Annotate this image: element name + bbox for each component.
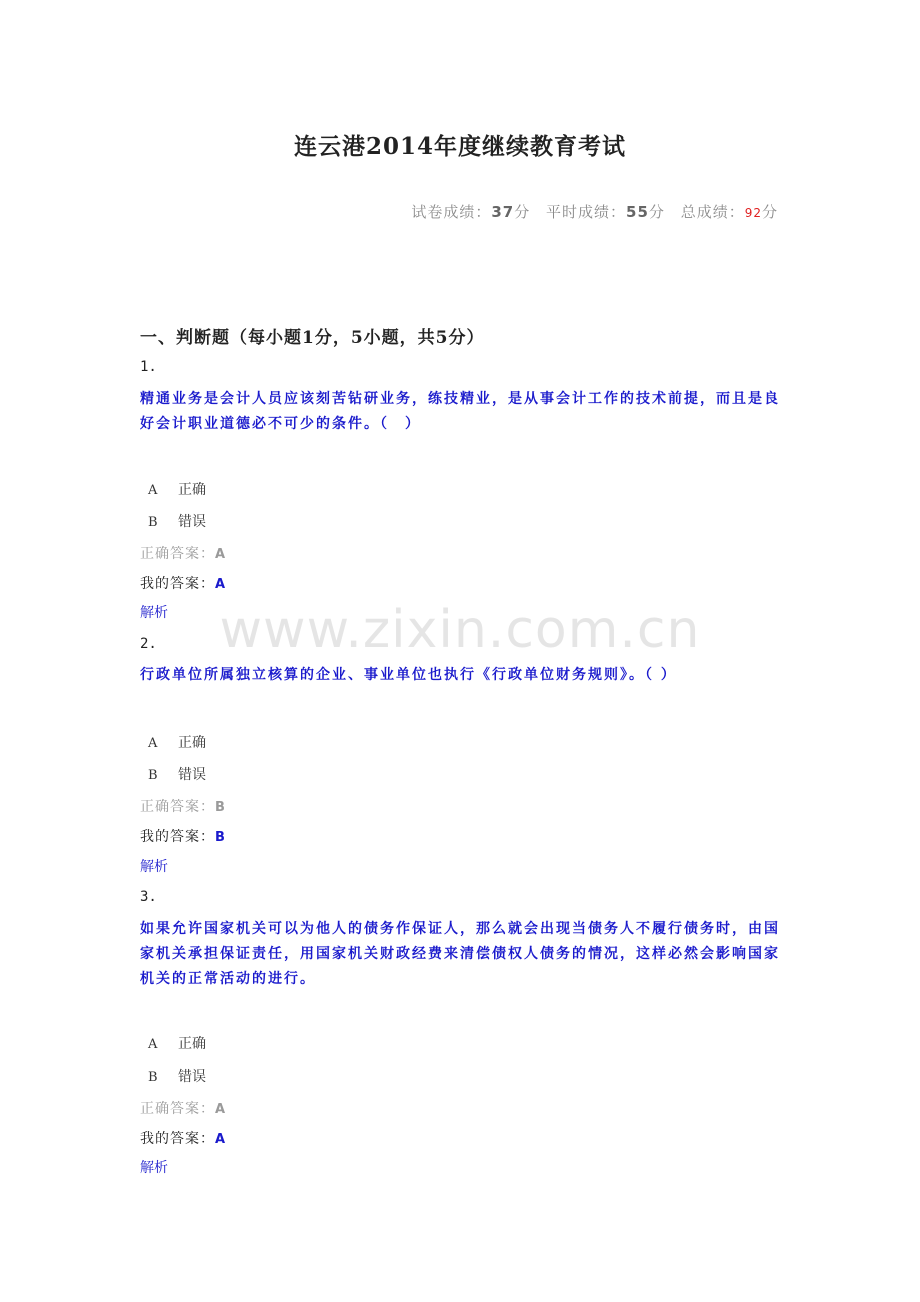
question-text: 行政单位所属独立核算的企业、事业单位也执行《行政单位财务规则》。（ ）	[140, 667, 677, 683]
option-label: 错误	[178, 767, 206, 783]
question-number: 2.	[140, 636, 157, 652]
correct-answer-label: 正确答案：	[140, 1101, 215, 1117]
correct-answer	[140, 1098, 226, 1118]
question-number: 1.	[140, 359, 157, 375]
option-a[interactable]	[148, 479, 206, 499]
option-letter: B	[148, 768, 158, 783]
my-answer-value: A	[215, 1132, 227, 1147]
paper-score-value: 37	[491, 203, 515, 221]
option-b[interactable]	[148, 1066, 206, 1086]
my-answer-value: B	[215, 830, 226, 845]
option-letter: A	[148, 736, 158, 751]
usual-score-value: 55	[626, 203, 649, 221]
section-heading: 一、判断题（每小题1分，5小题，共5分）	[140, 328, 485, 348]
option-label: 错误	[178, 514, 206, 530]
option-label: 错误	[178, 1069, 206, 1085]
total-score-value: 92	[744, 206, 762, 220]
question-number: 3.	[140, 889, 157, 905]
option-letter: B	[148, 515, 158, 530]
option-letter: A	[148, 483, 158, 498]
my-answer	[140, 1128, 226, 1148]
option-letter: B	[148, 1070, 158, 1085]
my-answer-label: 我的答案：	[140, 1131, 215, 1147]
correct-answer-value: A	[215, 547, 227, 562]
my-answer-value: A	[215, 577, 227, 592]
option-b[interactable]	[148, 511, 206, 531]
correct-answer-value: B	[215, 800, 226, 815]
option-a[interactable]	[148, 1033, 206, 1053]
total-score-label: 总成绩：	[680, 203, 745, 221]
explain-link[interactable]: 解析	[140, 859, 168, 875]
question-text: 如果允许国家机关可以为他人的债务作保证人，那么就会出现当债务人不履行债务时，由国家机关承担保证责任，用国家机关财政经费来清偿债权人债务的情况，这样必然会影响国家机关的正常活动的进行。	[140, 921, 780, 987]
correct-answer-label: 正确答案：	[140, 799, 215, 815]
paper-score-label: 试卷成绩：	[411, 203, 492, 221]
paper-score-unit: 分	[514, 203, 531, 221]
total-score-unit: 分	[761, 203, 778, 221]
option-b[interactable]	[148, 764, 206, 784]
usual-score-label: 平时成绩：	[546, 203, 627, 221]
usual-score-unit: 分	[648, 203, 665, 221]
option-label: 正确	[178, 735, 206, 751]
correct-answer	[140, 796, 226, 816]
score-summary	[411, 201, 778, 222]
correct-answer	[140, 543, 226, 563]
correct-answer-label: 正确答案：	[140, 546, 215, 562]
option-letter: A	[148, 1037, 158, 1052]
explain-link[interactable]: 解析	[140, 605, 168, 621]
correct-answer-value: A	[215, 1102, 227, 1117]
my-answer-label: 我的答案：	[140, 829, 215, 845]
my-answer	[140, 826, 226, 846]
watermark: www.zixin.com.cn	[219, 600, 701, 660]
page-title: 连云港2014年度继续教育考试	[293, 133, 626, 160]
question-text: 精通业务是会计人员应该刻苦钻研业务，练技精业，是从事会计工作的技术前提，而且是良好会计职业道德必不可少的条件。（ ）	[140, 391, 780, 432]
option-a[interactable]	[148, 732, 206, 752]
my-answer-label: 我的答案：	[140, 576, 215, 592]
explain-link[interactable]: 解析	[140, 1160, 168, 1176]
option-label: 正确	[178, 1036, 206, 1052]
option-label: 正确	[178, 482, 206, 498]
my-answer	[140, 573, 226, 593]
